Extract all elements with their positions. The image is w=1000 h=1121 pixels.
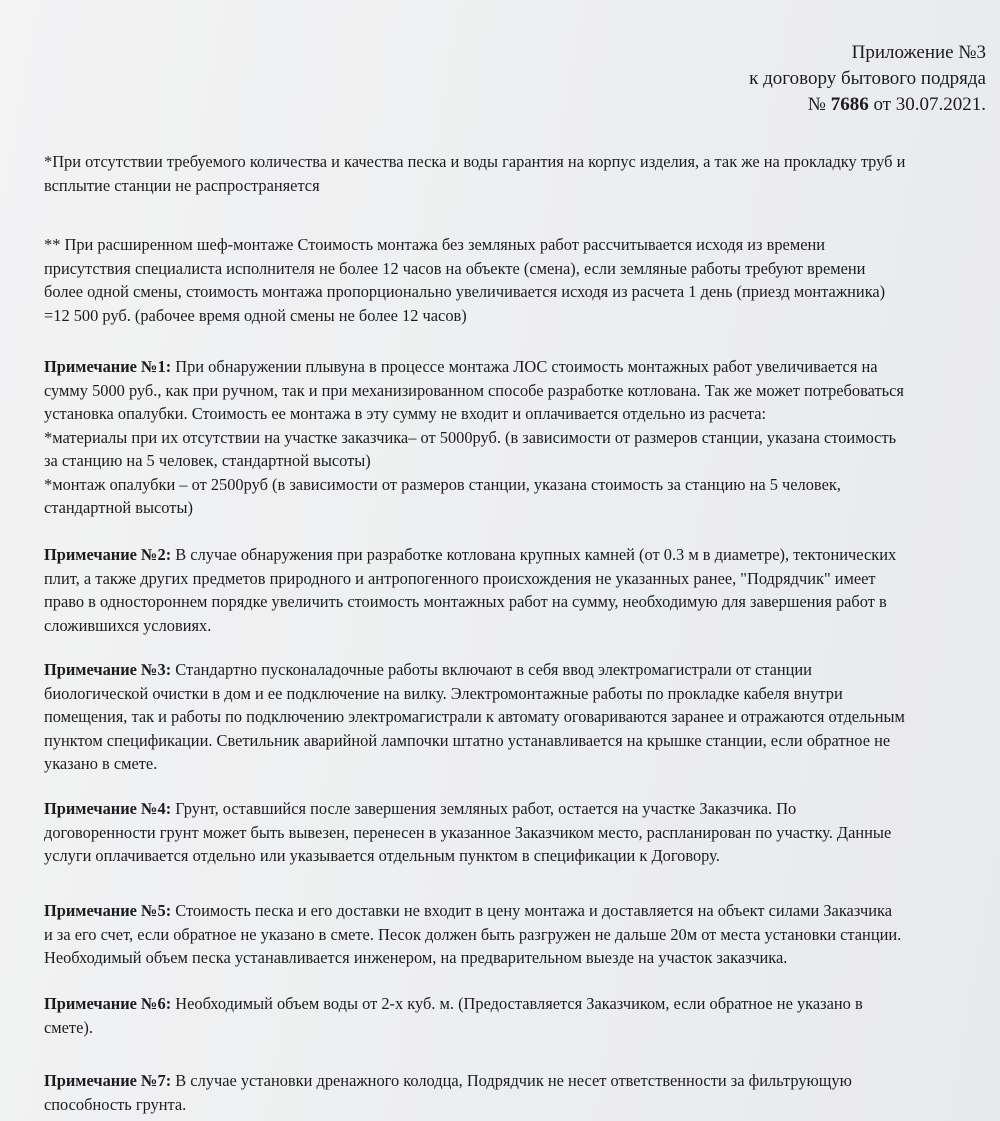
- text-line: Примечание №6: Необходимый объем воды от 2-х куб. м. (Предоставляется Заказчиком, если обратное не указано в: [44, 994, 863, 1013]
- text-line: Примечание №5: Стоимость песка и его доставки не входит в цену монтажа и доставляется на объект силами Заказчика: [44, 901, 892, 920]
- appendix-header: [749, 40, 986, 118]
- note-label: Примечание №2:: [44, 545, 172, 564]
- text-line: более одной смены, стоимость монтажа пропорционально увеличивается исходя из расчета 1 день (приезд монтажника): [44, 282, 886, 301]
- note-7: [44, 1069, 989, 1116]
- contract-number: 7686: [830, 94, 869, 115]
- note-label: Примечание №7:: [44, 1071, 172, 1090]
- text-line: Необходимый объем песка устанавливается инженером, на предварительном выезде на участок заказчика.: [44, 948, 788, 967]
- text-line: и за его счет, если обратное не указано в смете. Песок должен быть разгружен не дальше 20м от места установки станции.: [44, 924, 902, 944]
- note-2: [44, 543, 989, 637]
- text-line: смете).: [44, 1017, 93, 1037]
- note-3: [44, 658, 989, 776]
- text-line: сложившихся условиях.: [44, 615, 212, 635]
- text-line: установка опалубки. Стоимость ее монтажа в эту сумму не входит и оплачивается отдельно из расчета:: [44, 404, 767, 423]
- text-line: за станцию на 5 человек, стандартной высоты): [44, 451, 371, 470]
- text-line: пунктом спецификации. Светильник аварийной лампочки штатно устанавливается на крышке станции, если обратное не: [44, 730, 891, 750]
- text-line: стандартной высоты): [44, 498, 193, 517]
- note-label: Примечание №4:: [44, 799, 172, 818]
- text-line: Примечание №3: Стандартно пусконаладочные работы включают в себя ввод электромагистрали от станции: [44, 660, 812, 679]
- text-line: Примечание №1: При обнаружении плывуна в процессе монтажа ЛОС стоимость монтажных работ увеличивается на: [44, 357, 878, 376]
- footnote-guarantee: [44, 150, 989, 197]
- text-line: Примечание №4: Грунт, оставшийся после завершения земляных работ, остается на участке Заказчика. По: [44, 799, 797, 818]
- note-label: Примечание №5:: [44, 901, 172, 920]
- text-line: Примечание №7: В случае установки дренажного колодца, Подрядчик не несет ответственности за фильтрующую: [44, 1071, 852, 1090]
- text-line: услуги оплачивается отдельно или указывается отдельным пунктом в спецификации к Договору.: [44, 846, 720, 865]
- text-line: Примечание №2: В случае обнаружения при разработке котлована крупных камней (от 0.3 м в диаметре), тектонических: [44, 545, 897, 564]
- text-line: биологической очистки в дом и ее подключение на вилку. Электромонтажные работы по прокладке кабеля внутри: [44, 683, 843, 703]
- text-line: договоренности грунт может быть вывезен, перенесен в указанное Заказчиком место, распланирован по участку. Данные: [44, 822, 892, 842]
- contract-reference: к договору бытового подряда: [749, 68, 986, 89]
- text-line: плит, а также других предметов природного и антропогенного происхождения не указанных ранее, "Подрядчик" имеет: [44, 568, 876, 588]
- note-5: [44, 899, 989, 970]
- text-line: сумму 5000 руб., как при ручном, так и при механизированном способе разработке котлована. Так же может потребоваться: [44, 380, 904, 400]
- number-prefix: №: [807, 94, 831, 115]
- text-line: ** При расширенном шеф-монтаже Стоимость монтажа без земляных работ рассчитывается исходя из времени: [44, 235, 826, 254]
- contract-date: от 30.07.2021.: [868, 94, 986, 115]
- footnote-extended-installation: [44, 233, 989, 327]
- note-1: [44, 355, 989, 520]
- note-label: Примечание №6:: [44, 994, 172, 1013]
- text-line: указано в смете.: [44, 754, 158, 773]
- text-line: *материалы при их отсутствии на участке заказчика– от 5000руб. (в зависимости от размеров станции, указана стоимость: [44, 427, 897, 447]
- contract-number-line: [749, 92, 986, 118]
- text-line: присутствия специалиста исполнителя не более 12 часов на объекте (смена), если земляные работы требуют времени: [44, 258, 866, 278]
- appendix-title: Приложение №3: [851, 42, 986, 63]
- note-label: Примечание №3:: [44, 660, 172, 679]
- text-line: способность грунта.: [44, 1094, 187, 1114]
- text-line: =12 500 руб. (рабочее время одной смены не более 12 часов): [44, 305, 467, 325]
- text-line: право в одностороннем порядке увеличить стоимость монтажных работ на сумму, необходимую для завершения работ в: [44, 592, 887, 611]
- note-label: Примечание №1:: [44, 357, 172, 376]
- text-line: помещения, так и работы по подключению электромагистрали к автомату оговариваются заранее и отражаются отдельным: [44, 707, 905, 726]
- text-line: *монтаж опалубки – от 2500руб (в зависимости от размеров станции, указана стоимость за станцию на 5 человек,: [44, 474, 841, 494]
- note-4: [44, 797, 989, 868]
- text-line: всплытие станции не распространяется: [44, 175, 320, 195]
- note-6: [44, 992, 989, 1039]
- text-line: *При отсутствии требуемого количества и качества песка и воды гарантия на корпус изделия, а так же на прокладку труб и: [44, 152, 906, 171]
